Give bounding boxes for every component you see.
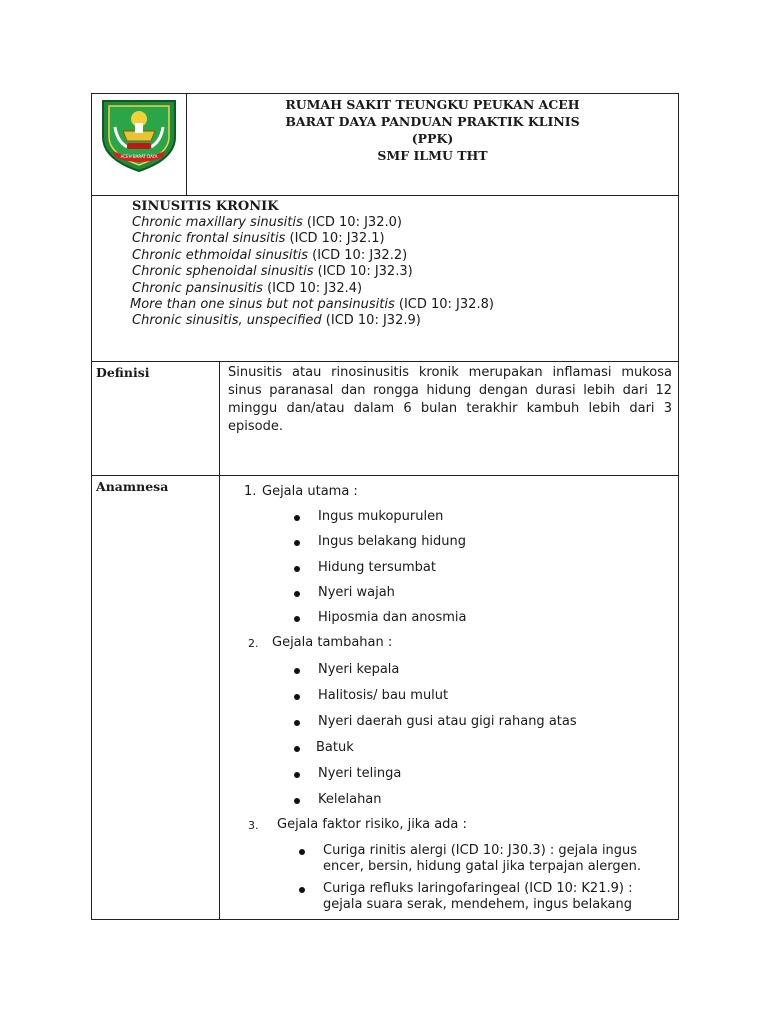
bullet-icon — [294, 720, 300, 726]
list-item: Nyeri daerah gusi atau gigi rahang atas — [318, 714, 577, 729]
title-line-4: SMF ILMU THT — [377, 148, 488, 163]
diagnosis-item: Chronic ethmoidal sinusitis (ICD 10: J32.2) — [132, 247, 408, 263]
list-item-line-2: gejala suara serak, mendehem, ingus belakang — [323, 897, 632, 912]
bullet-icon — [294, 566, 300, 572]
ppk-table — [91, 93, 679, 920]
bullet-icon — [294, 798, 300, 804]
list-item: Ingus mukopurulen — [318, 509, 444, 524]
group-title: Gejala utama : — [262, 484, 358, 499]
list-item: Nyeri telinga — [318, 766, 402, 781]
bullet-icon — [294, 591, 300, 597]
list-item-line-1: Curiga refluks laringofaringeal (ICD 10: K21.9) : — [323, 881, 633, 896]
bullet-icon — [294, 515, 300, 521]
list-number: 3. — [248, 819, 259, 832]
title-line-2: BARAT DAYA PANDUAN PRAKTIK KLINIS — [285, 114, 580, 129]
definisi-content — [220, 362, 678, 475]
title-line-1: RUMAH SAKIT TEUNGKU PEUKAN ACEH — [285, 97, 580, 112]
diagnosis-item: Chronic maxillary sinusitis (ICD 10: J32.0) — [132, 215, 402, 230]
bullet-icon — [299, 887, 305, 893]
diagnosis-item: Chronic sinusitis, unspecified (ICD 10: J32.9) — [132, 313, 421, 329]
definisi-label: Definisi — [92, 362, 220, 475]
anamnesa-label: Anamnesa — [92, 476, 220, 919]
list-item-line-2: encer, bersin, hidung gatal jika terpajan alergen. — [323, 859, 642, 874]
anamnesa-row — [92, 476, 678, 920]
logo-cell — [92, 94, 187, 195]
list-number: 2. — [248, 637, 259, 650]
diagnosis-item: Chronic frontal sinusitis (ICD 10: J32.1) — [132, 231, 385, 247]
bullet-icon — [294, 540, 300, 546]
diagnosis-row — [92, 196, 678, 362]
bullet-icon — [299, 849, 305, 855]
list-item: Ingus belakang hidung — [318, 534, 467, 549]
diagnosis-title: SINUSITIS KRONIK — [132, 199, 279, 214]
anamnesa-content — [220, 476, 678, 919]
title-line-3: (PPK) — [411, 131, 454, 146]
diagnosis-item: More than one sinus but not pansinusitis (ICD 10: J32.8) — [130, 297, 494, 313]
aceh-barat-daya-emblem — [97, 97, 181, 173]
bullet-icon — [294, 616, 300, 622]
diagnosis-item: Chronic pansinusitis (ICD 10: J32.4) — [132, 280, 363, 296]
list-item: Nyeri kepala — [318, 662, 400, 677]
group-title: Gejala tambahan : — [272, 635, 393, 650]
bullet-icon — [294, 772, 300, 778]
bullet-icon — [294, 746, 300, 752]
hospital-title — [187, 96, 678, 164]
list-item: Kelelahan — [318, 792, 382, 807]
definisi-text: Sinusitis atau rinosinusitis kronik merupakan inflamasi mukosa sinus paranasal dan rongga hidung dengan durasi lebih dari 12 minggu dan/atau dalam 6 bulan terakhir kambuh lebih dari 3 episode. — [228, 365, 672, 434]
emblem-label: ACEH BARAT DAYA — [120, 154, 158, 159]
list-item-line-1: Curiga rinitis alergi (ICD 10: J30.3) : gejala ingus — [323, 843, 638, 858]
list-item: Hiposmia dan anosmia — [318, 610, 467, 625]
diagnosis-item: Chronic sphenoidal sinusitis (ICD 10: J32.3) — [132, 264, 413, 280]
list-item: Halitosis/ bau mulut — [318, 688, 449, 703]
bullet-icon — [294, 668, 300, 674]
list-item: Batuk — [316, 740, 354, 755]
header-row — [92, 94, 678, 196]
definisi-row — [92, 362, 678, 476]
list-item: Hidung tersumbat — [318, 560, 436, 575]
bullet-icon — [294, 694, 300, 700]
list-number: 1. — [244, 484, 257, 499]
group-title: Gejala faktor risiko, jika ada : — [277, 817, 467, 832]
list-item: Nyeri wajah — [318, 585, 395, 600]
